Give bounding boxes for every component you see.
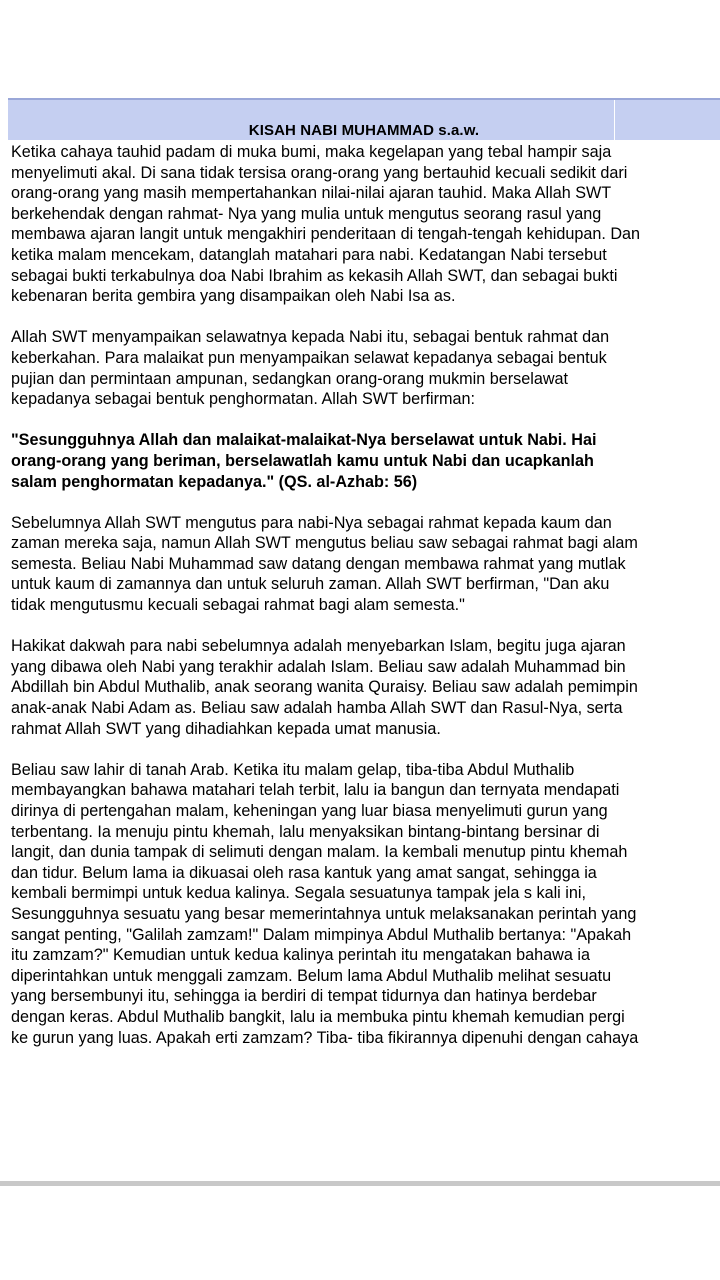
article-paragraph: [11, 513, 717, 616]
quote-paragraph: [11, 430, 717, 492]
bottom-divider: [0, 1181, 720, 1186]
text-line: ketika malam mencekam, datanglah matahari para nabi. Kedatangan Nabi tersebut: [11, 245, 607, 264]
text-line: yang dibawa oleh Nabi yang terakhir adalah Islam. Beliau saw adalah Muhammad bin: [11, 657, 626, 676]
text-line: anak-anak Nabi Adam as. Beliau saw adalah hamba Allah SWT dan Rasul-Nya, serta: [11, 699, 623, 718]
text-line: diperintahkan untuk menggali zamzam. Belum lama Abdul Muthalib melihat sesuatu: [11, 966, 612, 985]
text-line: sebagai bukti terkabulnya doa Nabi Ibrahim as kekasih Allah SWT, dan sebagai bukti: [11, 266, 618, 285]
text-line: orang-orang yang beriman, berselawatlah kamu untuk Nabi dan ucapkanlah: [11, 451, 594, 470]
text-line: Sesungguhnya sesuatu yang besar memerintahnya untuk melaksanakan perintah yang: [11, 904, 637, 923]
article-paragraph: [11, 760, 717, 1048]
text-line: zaman mereka saja, namun Allah SWT mengutus beliau saw sebagai rahmat bagi alam: [11, 534, 638, 553]
text-line: untuk kaum di zamannya dan untuk seluruh zaman. Allah SWT berfirman, "Dan aku: [11, 575, 610, 594]
text-line: salam penghormatan kepadanya." (QS. al-Azhab: 56): [11, 472, 418, 491]
text-line: Sebelumnya Allah SWT mengutus para nabi-Nya sebagai rahmat kepada kaum dan: [11, 513, 612, 532]
article-paragraph: [11, 142, 717, 307]
text-line: rahmat Allah SWT yang dihadiahkan kepada umat manusia.: [11, 719, 441, 738]
text-line: tidak mengutusmu kecuali sebagai rahmat bagi alam semesta.": [11, 596, 465, 615]
text-line: orang-orang yang masih mempertahankan nilai-nilai ajaran tauhid. Maka Allah SWT: [11, 184, 612, 203]
text-line: kebenaran berita gembira yang disampaikan oleh Nabi Isa as.: [11, 287, 456, 306]
text-line: yang bersembunyi itu, sehingga ia berdiri di tempat tidurnya dan hatinya berdebar: [11, 987, 597, 1006]
text-line: ke gurun yang luas. Apakah erti zamzam? Tiba- tiba fikirannya dipenuhi dengan cahaya: [11, 1028, 639, 1047]
text-line: "Sesungguhnya Allah dan malaikat-malaikat-Nya berselawat untuk Nabi. Hai: [11, 431, 597, 450]
text-line: Allah SWT menyampaikan selawatnya kepada Nabi itu, sebagai bentuk rahmat dan: [11, 328, 610, 347]
text-line: menyelimuti akal. Di sana tidak tersisa orang-orang yang bertauhid kecuali sedikit dari: [11, 163, 628, 182]
text-line: dengan keras. Abdul Muthalib bangkit, lalu ia membuka pintu khemah kemudian pergi: [11, 1007, 625, 1026]
text-line: membawa ajaran langit untuk mengakhiri penderitaan di tengah-tengah kehidupan. Dan: [11, 225, 641, 244]
text-line: semesta. Beliau Nabi Muhammad saw datang dengan membawa rahmat yang mutlak: [11, 554, 626, 573]
text-line: langit, dan dunia tampak di selimuti dengan malam. Ia kembali menutup pintu khemah: [11, 843, 628, 862]
text-line: sangat penting, "Galilah zamzam!" Dalam mimpinya Abdul Muthalib bertanya: "Apakah: [11, 925, 632, 944]
title-bar: [8, 98, 720, 140]
text-line: kembali bermimpi untuk kedua kalinya. Segala sesuatunya tampak jela s kali ini,: [11, 884, 586, 903]
text-line: Abdillah bin Abdul Muthalib, anak seorang wanita Quraisy. Beliau saw adalah pemimpin: [11, 678, 638, 697]
text-line: Ketika cahaya tauhid padam di muka bumi, maka kegelapan yang tebal hampir saja: [11, 143, 612, 161]
text-line: kepadanya sebagai bentuk penghormatan. Allah SWT berfirman:: [11, 390, 476, 409]
text-line: terbentang. Ia menuju pintu khemah, lalu menyaksikan bintang-bintang bersinar di: [11, 822, 600, 841]
text-line: pujian dan permintaan ampunan, sedangkan orang-orang mukmin berselawat: [11, 369, 569, 388]
text-line: dan tidur. Belum lama ia dikuasai oleh rasa kantuk yang amat sangat, sehingga ia: [11, 863, 597, 882]
text-line: membayangkan bahawa matahari telah terbit, lalu ia bangun dan ternyata mendapati: [11, 781, 620, 800]
article-paragraph: [11, 327, 717, 409]
text-line: itu zamzam?" Kemudian untuk kedua kalinya perintah itu mengatakan bahawa ia: [11, 946, 590, 965]
page-title: KISAH NABI MUHAMMAD s.a.w.: [248, 122, 480, 139]
text-line: berkehendak dengan rahmat- Nya yang mulia untuk mengutus seorang rasul yang: [11, 204, 602, 223]
text-line: dirinya di pertengahan malam, keheningan yang luar biasa menyelimuti gurun yang: [11, 802, 608, 820]
text-line: Beliau saw lahir di tanah Arab. Ketika itu malam gelap, tiba-tiba Abdul Muthalib: [11, 760, 575, 779]
article-body: [11, 142, 717, 1069]
article-paragraph: [11, 636, 717, 739]
text-line: keberkahan. Para malaikat pun menyampaikan selawat kepadanya sebagai bentuk: [11, 348, 607, 367]
text-line: Hakikat dakwah para nabi sebelumnya adalah menyebarkan Islam, begitu juga ajaran: [11, 637, 626, 656]
